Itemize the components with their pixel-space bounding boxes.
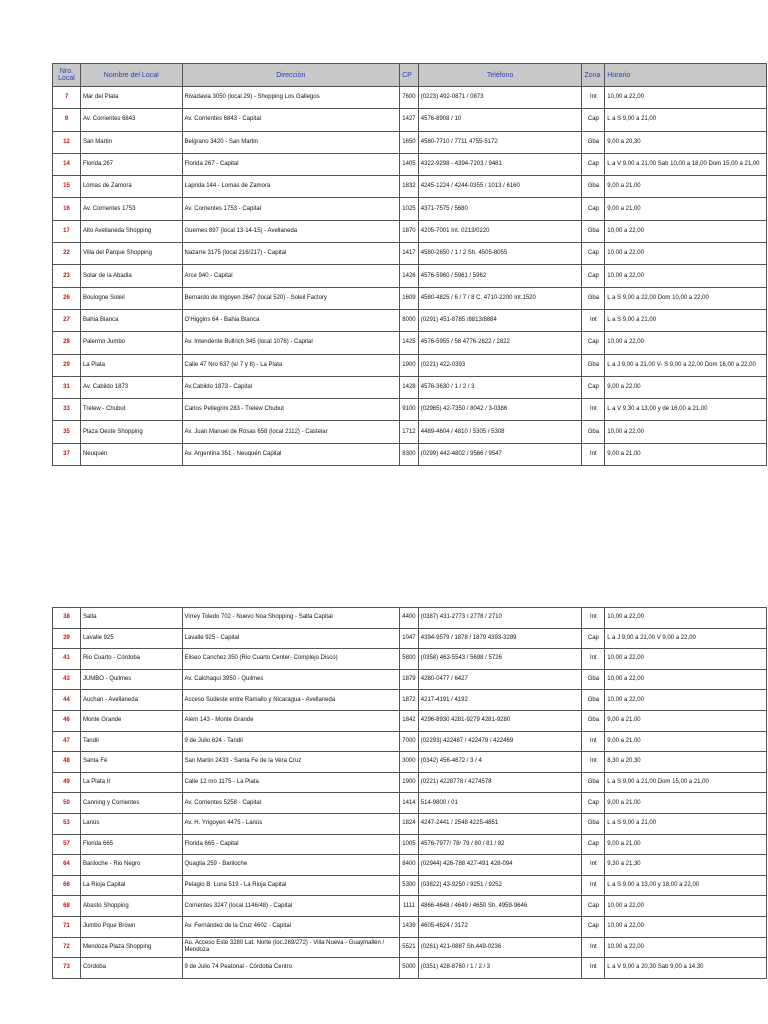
cell-telefono: (0342) 456-4672 / 3 / 4	[418, 752, 582, 773]
cell-cp: 1872	[400, 690, 419, 711]
cell-nombre: Villa del Parque Shopping	[80, 243, 182, 265]
cell-nombre: Plaza Oeste Shopping	[80, 421, 182, 443]
cell-direccion: Av. Fernández de la Cruz 4602 - Capital	[182, 916, 400, 937]
cell-nombre: La Plata	[80, 354, 182, 376]
cell-nro: 47	[53, 731, 81, 752]
cell-cp: 1111	[400, 896, 419, 917]
cell-zona: Cap	[582, 896, 605, 917]
table-row	[53, 109, 767, 131]
cell-cp: 5000	[400, 958, 419, 979]
cell-telefono: (0358) 463-5543 / 5698 / 5726	[418, 649, 582, 670]
cell-cp: 1842	[400, 710, 419, 731]
cell-nombre: La Rioja Capital	[80, 875, 182, 896]
table-row	[53, 937, 767, 958]
cell-zona: Gba	[582, 813, 605, 834]
cell-nro: 49	[53, 772, 81, 793]
table-row	[53, 421, 767, 443]
table-row	[53, 376, 767, 398]
table-row	[53, 793, 767, 814]
table-row	[53, 198, 767, 220]
cell-nro: 68	[53, 896, 81, 917]
cell-direccion: Av. Intendente Bullrich 345 (local 1076) - Capital	[182, 332, 400, 354]
cell-zona: Int	[582, 752, 605, 773]
cell-telefono: (0387) 431-2773 / 2778 / 2710	[418, 608, 582, 629]
cell-cp: 1900	[400, 354, 419, 376]
table-row	[53, 220, 767, 242]
cell-nombre: Lavalle 925	[80, 628, 182, 649]
cell-direccion: Nazarre 3175 (local 216/217) - Capital	[182, 243, 400, 265]
cell-direccion: Bernardo de Irigoyen 2647 (local 520) - Soleil Factory	[182, 287, 400, 309]
cell-cp: 1712	[400, 421, 419, 443]
locales-table-2	[52, 607, 767, 979]
cell-horario: 10,00 a 22,00	[605, 332, 767, 354]
cell-telefono: 4217-4191 / 4192	[418, 690, 582, 711]
cell-horario: 9,00 a 21,00	[605, 710, 767, 731]
cell-telefono: 4280-0477 / 6427	[418, 669, 582, 690]
header-direccion: Dirección	[182, 64, 400, 87]
cell-nro: 41	[53, 649, 81, 670]
cell-horario: 10,00 a 22,00	[605, 916, 767, 937]
cell-direccion: Av.Cabildo 1873 - Capital	[182, 376, 400, 398]
table-row	[53, 87, 767, 109]
cell-direccion: Arce 940 - Capital	[182, 265, 400, 287]
cell-nro: 31	[53, 376, 81, 398]
cell-telefono: (03822) 43-9250 / 9251 / 9252	[418, 875, 582, 896]
cell-horario: 10,00 a 22,00	[605, 690, 767, 711]
cell-direccion: Corrientes 3247 (local 1146/48) - Capital	[182, 896, 400, 917]
cell-nombre: Bahia Blanca	[80, 309, 182, 331]
table-row	[53, 875, 767, 896]
cell-nombre: Av. Cabildo 1873	[80, 376, 182, 398]
cell-nombre: JUMBO - Quilmes	[80, 669, 182, 690]
cell-nro: 16	[53, 198, 81, 220]
cell-cp: 3000	[400, 752, 419, 773]
cell-zona: Cap	[582, 332, 605, 354]
cell-nro: 35	[53, 421, 81, 443]
cell-zona: Gba	[582, 354, 605, 376]
cell-zona: Gba	[582, 287, 605, 309]
cell-direccion: Au. Acceso Este 3280 Lat. Norte (loc.269/272) - Villa Nueva - Guaymallén / Mendoza	[182, 937, 400, 958]
cell-direccion: Lavalle 925 - Capital	[182, 628, 400, 649]
cell-nro: 43	[53, 669, 81, 690]
cell-zona: Gba	[582, 220, 605, 242]
cell-cp: 8000	[400, 309, 419, 331]
cell-nro: 50	[53, 793, 81, 814]
cell-telefono: 4394-9579 / 1878 / 1879 4393-3289	[418, 628, 582, 649]
cell-direccion: Rivadavia 3050 (local 29) - Shopping Los Gallegos	[182, 87, 400, 109]
table-row	[53, 287, 767, 309]
cell-cp: 1425	[400, 332, 419, 354]
cell-nombre: Jumbo Pque Brown	[80, 916, 182, 937]
table-row	[53, 896, 767, 917]
cell-horario: 10,00 a 22,00	[605, 896, 767, 917]
cell-nro: 66	[53, 875, 81, 896]
header-telefono: Teléfono	[418, 64, 582, 87]
cell-nro: 15	[53, 176, 81, 198]
cell-direccion: Pelagio B. Luna 519 - La Rioja Capital	[182, 875, 400, 896]
table-row	[53, 309, 767, 331]
header-nombre: Nombre del Local	[80, 64, 182, 87]
cell-telefono: 4576-5955 / 58 4776-2622 / 2822	[418, 332, 582, 354]
cell-telefono: 4576-5960 / 5961 / 5962	[418, 265, 582, 287]
cell-direccion: O'Higgins 64 - Bahia Blanca	[182, 309, 400, 331]
cell-nro: 33	[53, 399, 81, 421]
cell-cp: 5300	[400, 875, 419, 896]
cell-horario: L a V 9,00 a 21,00 Sab 10,00 a 18,00 Dom 15,00 a 21,00	[605, 153, 767, 175]
cell-horario: L a S 9,00 a 22,00 Dom 10,00 a 22,00	[605, 287, 767, 309]
cell-nro: 23	[53, 265, 81, 287]
cell-nombre: Salta	[80, 608, 182, 629]
table-row	[53, 443, 767, 465]
cell-telefono: 4489-4604 / 4810 / 5305 / 5308	[418, 421, 582, 443]
table-row	[53, 243, 767, 265]
cell-direccion: Av. H. Yrigoyen 4475 - Lanús	[182, 813, 400, 834]
cell-zona: Cap	[582, 153, 605, 175]
table-row	[53, 131, 767, 153]
cell-zona: Gba	[582, 772, 605, 793]
cell-nro: 44	[53, 690, 81, 711]
cell-zona: Gba	[582, 710, 605, 731]
table-row	[53, 834, 767, 855]
header-cp: CP	[400, 64, 419, 87]
cell-horario: 9,00 a 21,00	[605, 198, 767, 220]
cell-direccion: Av. Corrientes 1753 - Capital	[182, 198, 400, 220]
table-row	[53, 731, 767, 752]
cell-horario: 9,00 a 21,00	[605, 176, 767, 198]
cell-horario: 10,00 a 22,00	[605, 220, 767, 242]
cell-horario: L a S 9,00 a 13,00 y 18,00 a 22,00	[605, 875, 767, 896]
cell-cp: 1609	[400, 287, 419, 309]
cell-telefono: 4576-3630 / 1 / 2 / 3	[418, 376, 582, 398]
cell-zona: Cap	[582, 376, 605, 398]
cell-cp: 5800	[400, 649, 419, 670]
cell-direccion: Alem 143 - Monte Grande	[182, 710, 400, 731]
cell-cp: 1414	[400, 793, 419, 814]
cell-cp: 1832	[400, 176, 419, 198]
cell-cp: 1025	[400, 198, 419, 220]
cell-zona: Int	[582, 399, 605, 421]
cell-horario: 9,00 a 21,00	[605, 443, 767, 465]
cell-telefono: 4247-2441 / 2548 4225-4851	[418, 813, 582, 834]
cell-nro: 73	[53, 958, 81, 979]
cell-direccion: Virrey Toledo 702 - Nuevo Noa Shopping - Salta Capital	[182, 608, 400, 629]
cell-zona: Int	[582, 309, 605, 331]
cell-cp: 1047	[400, 628, 419, 649]
cell-nombre: Canning y Corrientes	[80, 793, 182, 814]
cell-telefono: 4580-2650 / 1 / 2 Sh. 4505-8055	[418, 243, 582, 265]
cell-cp: 1650	[400, 131, 419, 153]
cell-zona: Cap	[582, 916, 605, 937]
table-row	[53, 649, 767, 670]
cell-horario: L a S 9,00 a 21,00	[605, 309, 767, 331]
table-row	[53, 176, 767, 198]
cell-zona: Cap	[582, 109, 605, 131]
cell-telefono: (0221) 4228778 / 4274578	[418, 772, 582, 793]
cell-cp: 5521	[400, 937, 419, 958]
cell-zona: Gba	[582, 669, 605, 690]
cell-telefono: 4576-7977/ 78/ 79 / 80 / 81 / 82	[418, 834, 582, 855]
cell-telefono: 4245-1224 / 4244-0355 / 1013 / 6160	[418, 176, 582, 198]
cell-nombre: Auchan - Avellaneda	[80, 690, 182, 711]
cell-nro: 14	[53, 153, 81, 175]
cell-cp: 1879	[400, 669, 419, 690]
cell-nombre: Santa Fé	[80, 752, 182, 773]
cell-horario: 10,00 a 22,00	[605, 608, 767, 629]
table-row	[53, 399, 767, 421]
cell-direccion: Av. Juan Manuel de Rosas 658 (local 2112) - Castelar	[182, 421, 400, 443]
cell-direccion: Florida 267 - Capital	[182, 153, 400, 175]
cell-cp: 4400	[400, 608, 419, 629]
cell-direccion: Carlos Pellegrini 283 - Trelew Chubut	[182, 399, 400, 421]
cell-cp: 1439	[400, 916, 419, 937]
cell-horario: 9,30 a 21,30	[605, 855, 767, 876]
table-row	[53, 916, 767, 937]
cell-telefono: (02965) 42-7350 / 8042 / 3-0386	[418, 399, 582, 421]
cell-cp: 1428	[400, 376, 419, 398]
cell-zona: Gba	[582, 131, 605, 153]
cell-zona: Cap	[582, 265, 605, 287]
cell-telefono: (0223) 492-0871 / 0873	[418, 87, 582, 109]
cell-zona: Cap	[582, 198, 605, 220]
cell-nombre: Lomas de Zamora	[80, 176, 182, 198]
cell-nombre: San Martin	[80, 131, 182, 153]
cell-cp: 8400	[400, 855, 419, 876]
cell-nombre: Mendoza Plaza Shopping	[80, 937, 182, 958]
cell-telefono: 514-9800 / 01	[418, 793, 582, 814]
cell-horario: 9,00 a 21,00	[605, 731, 767, 752]
cell-horario: 10,00 a 22,00	[605, 937, 767, 958]
cell-direccion: Acceso Sudeste entre Ramallo y Nicaragua - Avellaneda	[182, 690, 400, 711]
table-row	[53, 772, 767, 793]
cell-cp: 1900	[400, 772, 419, 793]
cell-cp: 1870	[400, 220, 419, 242]
cell-zona: Gba	[582, 176, 605, 198]
cell-nro: 9	[53, 109, 81, 131]
header-horario: Horario	[605, 64, 767, 87]
cell-cp: 7600	[400, 87, 419, 109]
header-nro: Nro. Local	[53, 64, 81, 87]
cell-cp: 1005	[400, 834, 419, 855]
cell-nro: 39	[53, 628, 81, 649]
table-row	[53, 628, 767, 649]
cell-telefono: (0299) 442-4802 / 9566 / 9547	[418, 443, 582, 465]
cell-direccion: Av. Argentina 351 - Neuquén Capital	[182, 443, 400, 465]
cell-cp: 9100	[400, 399, 419, 421]
table-row	[53, 608, 767, 629]
cell-nombre: Lanús	[80, 813, 182, 834]
cell-telefono: 4322-9298 - 4394-7203 / 9481	[418, 153, 582, 175]
cell-nro: 17	[53, 220, 81, 242]
cell-telefono: (0261) 421-0887 Sh.449-0236	[418, 937, 582, 958]
cell-horario: 9,00 a 21,00	[605, 793, 767, 814]
cell-nombre: La Plata II	[80, 772, 182, 793]
cell-nombre: Neuquén	[80, 443, 182, 465]
cell-nombre: Trelew - Chubut	[80, 399, 182, 421]
cell-nro: 22	[53, 243, 81, 265]
locales-table-1	[52, 63, 767, 466]
cell-telefono: 4580-7710 / 7711 4755-5172	[418, 131, 582, 153]
cell-horario: L a J 9,00 a 21,00 V- S 9,00 a 22,00 Dom 16,00 a 22,00	[605, 354, 767, 376]
cell-horario: L a S 9,00 a 21,00 Dom 15,00 a 21,00	[605, 772, 767, 793]
cell-zona: Int	[582, 731, 605, 752]
cell-cp: 7000	[400, 731, 419, 752]
cell-horario: L a J 9,00 a 21,00 V 9,00 a 22,00	[605, 628, 767, 649]
cell-telefono: 4605-4624 / 3172	[418, 916, 582, 937]
table-header-row	[53, 64, 767, 87]
cell-nro: 7	[53, 87, 81, 109]
cell-horario: 9,00 a 20,30	[605, 131, 767, 153]
cell-telefono: 4296-8930 4281-9279 4281-9280	[418, 710, 582, 731]
cell-horario: L a V 9,30 a 13,00 y de 16,00 a 21,00	[605, 399, 767, 421]
cell-nombre: Abasto Shopping	[80, 896, 182, 917]
cell-telefono: 4866-4648 / 4649 / 4650 Sh. 4959-9646	[418, 896, 582, 917]
cell-nombre: Av. Corrientes 1753	[80, 198, 182, 220]
cell-telefono: (02293) 422487 / 422479 / 422469	[418, 731, 582, 752]
cell-nombre: Rio Cuarto - Córdoba	[80, 649, 182, 670]
cell-nombre: Bariloche - Rio Negro	[80, 855, 182, 876]
cell-nombre: Monte Grande	[80, 710, 182, 731]
cell-nombre: Av. Corrientes 6843	[80, 109, 182, 131]
table-row	[53, 752, 767, 773]
cell-direccion: 9 de Julio 74 Peatonal - Córdoba Centro	[182, 958, 400, 979]
cell-nro: 28	[53, 332, 81, 354]
cell-zona: Int	[582, 875, 605, 896]
cell-zona: Gba	[582, 421, 605, 443]
cell-nro: 72	[53, 937, 81, 958]
cell-horario: 10,00 a 22,00	[605, 669, 767, 690]
cell-nro: 57	[53, 834, 81, 855]
cell-zona: Cap	[582, 628, 605, 649]
cell-nro: 38	[53, 608, 81, 629]
cell-horario: 9,00 a 22,00	[605, 376, 767, 398]
cell-zona: Cap	[582, 793, 605, 814]
table-row	[53, 813, 767, 834]
cell-zona: Gba	[582, 690, 605, 711]
cell-nro: 37	[53, 443, 81, 465]
table-row	[53, 690, 767, 711]
cell-nro: 48	[53, 752, 81, 773]
cell-cp: 1405	[400, 153, 419, 175]
cell-zona: Int	[582, 958, 605, 979]
cell-nombre: Boulogne Soleil	[80, 287, 182, 309]
cell-cp: 1824	[400, 813, 419, 834]
cell-nro: 71	[53, 916, 81, 937]
cell-horario: 10,00 a 22,00	[605, 649, 767, 670]
table-row	[53, 354, 767, 376]
cell-horario: 10,00 a 22,00	[605, 265, 767, 287]
cell-horario: 10,00 a 22,00	[605, 421, 767, 443]
cell-direccion: Av. Corrientes 5258 - Capital	[182, 793, 400, 814]
cell-direccion: Calle 12 nro 1175 - La Plata	[182, 772, 400, 793]
cell-zona: Int	[582, 87, 605, 109]
cell-zona: Int	[582, 608, 605, 629]
cell-telefono: (02944) 426-788 427-491 428-094	[418, 855, 582, 876]
cell-nro: 26	[53, 287, 81, 309]
cell-zona: Cap	[582, 243, 605, 265]
cell-zona: Int	[582, 937, 605, 958]
cell-horario: L a S 9,00 a 21,00	[605, 813, 767, 834]
table-row	[53, 958, 767, 979]
cell-nombre: Tandil	[80, 731, 182, 752]
cell-zona: Int	[582, 443, 605, 465]
cell-horario: L a S 9,00 a 21,00	[605, 109, 767, 131]
cell-nombre: Florida 267	[80, 153, 182, 175]
cell-direccion: Guemes 897 (local 13-14-15) - Avellaneda	[182, 220, 400, 242]
cell-nombre: Córdoba	[80, 958, 182, 979]
cell-zona: Cap	[582, 834, 605, 855]
cell-direccion: Calle 47 Nro 637 (e/ 7 y 8) - La Plata	[182, 354, 400, 376]
cell-horario: 10,00 a 22,00	[605, 87, 767, 109]
cell-direccion: Av. Calchaqui 3950 - Quilmes	[182, 669, 400, 690]
cell-telefono: 4371-7575 / 5680	[418, 198, 582, 220]
table-row	[53, 710, 767, 731]
cell-zona: Int	[582, 855, 605, 876]
table-row	[53, 265, 767, 287]
cell-nro: 64	[53, 855, 81, 876]
cell-nro: 29	[53, 354, 81, 376]
cell-nro: 27	[53, 309, 81, 331]
cell-horario: 10,00 a 22,00	[605, 243, 767, 265]
cell-cp: 1427	[400, 109, 419, 131]
cell-direccion: San Martin 2433 - Santa Fe de la Vera Cruz	[182, 752, 400, 773]
cell-telefono: (0351) 428-8760 / 1 / 2 / 3	[418, 958, 582, 979]
cell-direccion: Laprida 144 - Lomas de Zamora	[182, 176, 400, 198]
table-row	[53, 669, 767, 690]
cell-nombre: Alto Avellaneda Shopping	[80, 220, 182, 242]
cell-cp: 1417	[400, 243, 419, 265]
cell-telefono: (0221) 422-0393	[418, 354, 582, 376]
cell-cp: 8300	[400, 443, 419, 465]
cell-nombre: Palermo Jumbo	[80, 332, 182, 354]
header-zona: Zona	[582, 64, 605, 87]
cell-nombre: Florida 665	[80, 834, 182, 855]
cell-direccion: Eliseo Canchez 350 (Rio Cuarto Center- Complejo Disco)	[182, 649, 400, 670]
cell-nro: 46	[53, 710, 81, 731]
cell-horario: 8,30 a 20,30	[605, 752, 767, 773]
cell-horario: 9,00 a 21,00	[605, 834, 767, 855]
cell-nro: 12	[53, 131, 81, 153]
cell-cp: 1426	[400, 265, 419, 287]
table-row	[53, 855, 767, 876]
table-row	[53, 153, 767, 175]
table-row	[53, 332, 767, 354]
cell-nombre: Solar de la Abadia	[80, 265, 182, 287]
cell-direccion: Florida 665 - Capital	[182, 834, 400, 855]
cell-nombre: Mar del Plata	[80, 87, 182, 109]
cell-nro: 53	[53, 813, 81, 834]
cell-direccion: Belgrano 3420 - San Martin	[182, 131, 400, 153]
cell-telefono: 4580-4825 / 6 / 7 / 8 C. 4710-2200 Int.1520	[418, 287, 582, 309]
cell-zona: Int	[582, 649, 605, 670]
cell-direccion: 9 de Julio 624 - Tandil	[182, 731, 400, 752]
cell-direccion: Quaglia 259 - Bariloche	[182, 855, 400, 876]
cell-telefono: 4576-8908 / 10	[418, 109, 582, 131]
cell-direccion: Av. Corrientes 6843 - Capital	[182, 109, 400, 131]
cell-telefono: 4205-7001 Int. 0213/0220	[418, 220, 582, 242]
cell-telefono: (0291) 451-8785 /8813/8884	[418, 309, 582, 331]
cell-horario: L a V 9,00 a 20,30 Sab 9,00 a 14,30	[605, 958, 767, 979]
